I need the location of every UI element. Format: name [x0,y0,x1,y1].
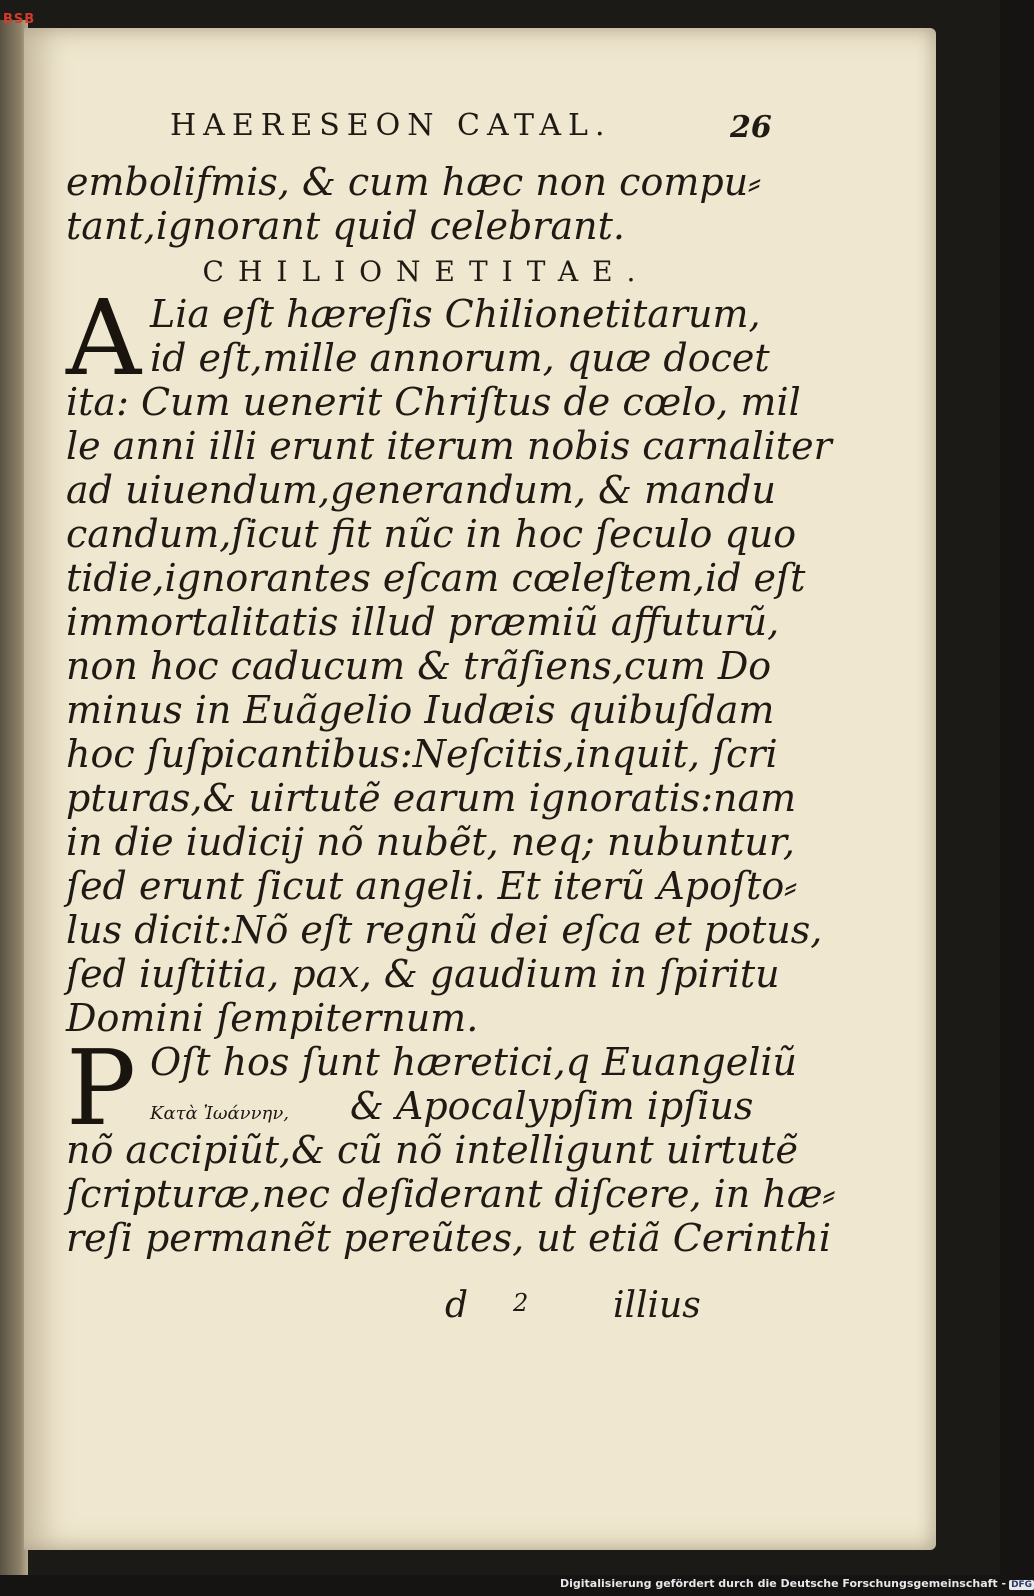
signature-mark: d [445,1285,469,1326]
paragraph-post-hos [66,1027,836,1260]
bsb-watermark: BSB [3,12,36,27]
text-line: embolifmis, & cum hæc non compu⸗ [66,160,761,204]
dfg-logo: DFG [1011,1580,1033,1590]
drop-capital-p: P [66,1027,136,1149]
text-fragment: & Apocalypſim ipſius [350,1084,754,1128]
text-line: ſed erunt ſicut angeli. Et iterũ Apoſto⸗ [66,864,797,908]
main-text [66,160,836,1260]
text-line-with-greek [66,1084,754,1128]
running-head [170,108,770,148]
text-line: ſed iuſtitia, pax, & gaudium in ſpiritu [66,952,780,996]
catchword: illius [613,1285,701,1326]
paragraph-chilionetitae [66,277,832,1040]
text-line: Oſt hos ſunt hæretici,q Euangeliũ [150,1040,797,1084]
text-line: Lia eſt hæreſis Chilionetitarum, [150,292,761,336]
text-line: candum,ſicut fit nũc in hoc ſeculo quo [66,512,797,556]
catchline [445,1285,745,1329]
running-head-title: HAERESEON CATAL. [170,108,612,143]
section-heading: CHILIONETITAE. [202,255,650,288]
text-line: Domini ſempiternum. [66,996,479,1040]
text-line: ita: Cum uenerit Chriſtus de cœlo, mil [66,380,801,424]
text-line: reſi permanẽt pereũtes, ut etiã Cerinthi [66,1216,832,1260]
text-line: ad uiuendum,generandum, & mandu [66,468,776,512]
footer-text: Digitalisierung gefördert durch die Deutsche Forschungsgemeinschaft - [560,1577,1007,1590]
text-line: in die iudicij nõ nubẽt, neq; nubuntur, [66,820,795,864]
greek-phrase: Κατὰ Ἰωάννην, [150,1103,289,1124]
funding-footer [560,1577,1034,1595]
text-line: hoc ſuſpicantibus:Neſcitis,inquit, ſcri [66,732,778,776]
text-line: pturas,& uirtutẽ earum ignoratis:nam [66,776,797,820]
signature-number: 2 [513,1289,529,1317]
text-line: id eſt,mille annorum, quæ docet [150,336,770,380]
drop-capital-a: A [66,277,142,399]
text-line: immortalitatis illud præmiũ affuturũ, [66,600,780,644]
page-number: 26 [730,110,772,145]
text-line: tant,ignorant quid celebrant. [66,204,625,248]
text-line: nõ accipiũt,& cũ nõ intelligunt uirtutẽ [66,1128,799,1172]
text-line: non hoc caducum & trãſiens,cum Do [66,644,772,688]
text-line: minus in Euãgelio Iudæis quibuſdam [66,688,775,732]
text-line: tidie,ignorantes eſcam cœleſtem,id eſt [66,556,806,600]
text-line: ſcripturæ,nec deſiderant diſcere, in hæ⸗ [66,1172,836,1216]
text-line: lus dicit:Nõ eſt regnũ dei eſca et potus, [66,908,823,952]
text-line: le anni illi erunt iterum nobis carnaliter [66,424,832,468]
